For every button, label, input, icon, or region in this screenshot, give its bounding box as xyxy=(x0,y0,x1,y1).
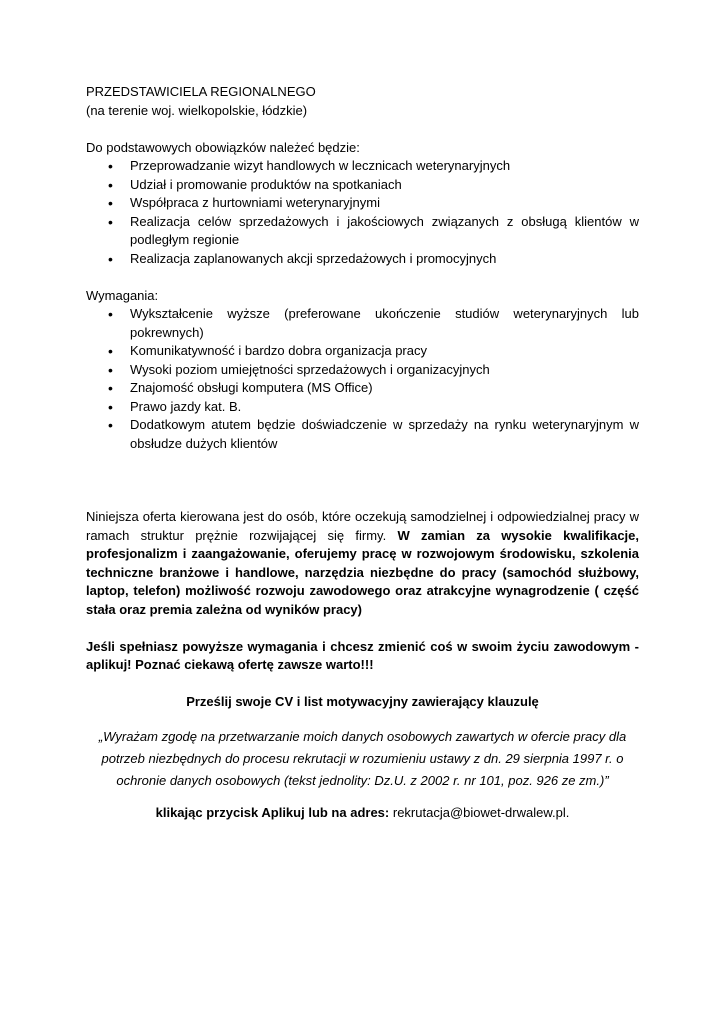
document-page xyxy=(86,83,639,822)
recruitment-email[interactable]: rekrutacja@biowet-drwalew.pl. xyxy=(392,804,570,820)
region-note: (na terenie woj. wielkopolskie, łódzkie) xyxy=(86,102,308,118)
spacer xyxy=(86,792,639,804)
position-title: PRZEDSTAWICIELA REGIONALNEGO xyxy=(86,84,316,99)
duties-heading: Do podstawowych obowiązków należeć będzie: xyxy=(86,139,360,155)
consent-clause: „Wyrażam zgodę na przetwarzanie moich danych osobowych zawartych w ofercie pracy dla potrzeb niezbędnych do procesu rekrutacji w rozumieniu ustawy z dn. 29 sierpnia 1997 r. o ochronie danych osobowych (tekst jednolity: Dz.U. z 2002 r. nr 101, poz. 926 ze zm.)” xyxy=(98,728,627,788)
list-item: • Komunikatywność i bardzo dobra organizacja pracy xyxy=(86,342,639,361)
call-to-action xyxy=(86,638,639,675)
spacer xyxy=(86,712,639,726)
list-item: • Prawo jazdy kat. B. xyxy=(86,398,639,417)
list-item: • Udział i promowanie produktów na spotkaniach xyxy=(86,176,639,195)
spacer xyxy=(86,453,639,508)
list-item: • Znajomość obsługi komputera (MS Office) xyxy=(86,379,639,398)
spacer xyxy=(86,675,639,694)
spacer xyxy=(86,619,639,638)
apply-instruction: klikając przycisk Aplikuj lub na adres: xyxy=(155,804,390,820)
list-item: • Wysoki poziom umiejętności sprzedażowych i organizacyjnych xyxy=(86,361,639,380)
list-item: • Realizacja celów sprzedażowych i jakościowych związanych z obsługą klientów w podległym regionie xyxy=(86,213,639,250)
list-item: • Dodatkowym atutem będzie doświadczenie w sprzedaży na rynku weterynaryjnym w obsłudze dużych klientów xyxy=(86,416,639,453)
list-item: • Realizacja zaplanowanych akcji sprzedażowych i promocyjnych xyxy=(86,250,639,269)
spacer xyxy=(86,120,639,139)
send-cv-note xyxy=(86,693,639,712)
list-item: • Wykształcenie wyższe (preferowane ukończenie studiów weterynaryjnych lub pokrewnych) xyxy=(86,305,639,342)
requirements-list xyxy=(86,305,639,453)
requirements-heading: Wymagania: xyxy=(86,287,159,303)
offer-benefits: W zamian za wysokie kwalifikacje, profesjonalizm i zaangażowanie, oferujemy pracę w rozwojowym środowisku, szkolenia techniczne branżowe i handlowe, narzędzia niezbędne do pracy (samochód służbowy, laptop, telefon) możliwość rozwoju zawodowego oraz atrakcyjne wynagrodzenie ( część stała oraz premia zależna od wyników pracy) xyxy=(86,527,640,617)
list-item: • Przeprowadzanie wizyt handlowych w lecznicach weterynaryjnych xyxy=(86,157,639,176)
send-cv-text: Prześlij swoje CV i list motywacyjny zawierający klauzulę xyxy=(186,694,539,709)
duties-list xyxy=(86,157,639,268)
call-to-action-text: Jeśli spełniasz powyższe wymagania i chcesz zmienić coś w swoim życiu zawodowym - aplikuj! Poznać ciekawą ofertę zawsze warto!!! xyxy=(86,638,639,672)
offer-intro: Niniejsza oferta kierowana jest do osób, które oczekują samodzielnej i odpowiedzialnej pracy w ramach struktur prężnie rozwijającej się firmy. xyxy=(86,509,639,543)
list-item: • Współpraca z hurtowniami weterynaryjnymi xyxy=(86,194,639,213)
apply-line xyxy=(86,804,639,823)
offer-paragraph xyxy=(86,508,639,619)
spacer xyxy=(86,268,639,287)
